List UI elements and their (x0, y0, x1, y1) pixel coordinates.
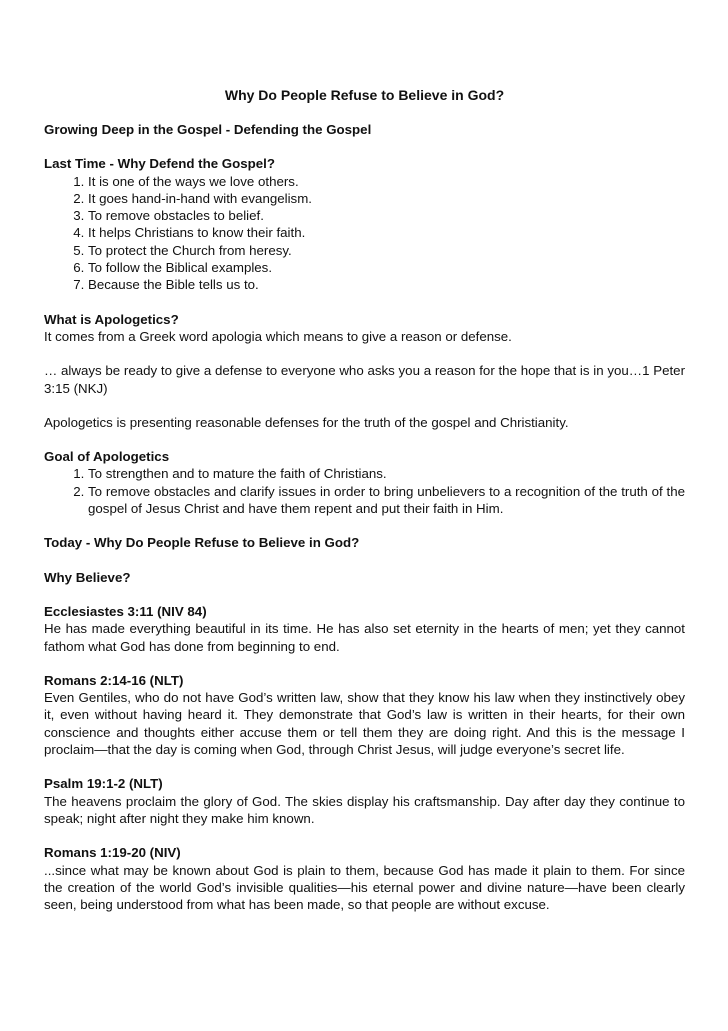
list-item: 2. To remove obstacles and clarify issues in order to bring unbelievers to a recognition of the truth of the gospel of Jesus Christ and have them repent and put their faith in Him. (88, 483, 685, 518)
last-time-list (44, 173, 685, 294)
passage-reference: Psalm 19:1-2 (NLT) (44, 776, 163, 792)
why-believe-heading: Why Believe? (44, 569, 131, 585)
page-title: Why Do People Refuse to Believe in God? (224, 87, 505, 103)
list-item: 2. It goes hand-in-hand with evangelism. (88, 190, 685, 207)
passage-text: He has made everything beautiful in its time. He has also set eternity in the hearts of men; yet they cannot fathom what God has done from beginning to end. (44, 621, 685, 654)
list-item: 5. To protect the Church from heresy. (88, 242, 685, 259)
series-subtitle: Growing Deep in the Gospel - Defending the Gospel (44, 122, 372, 137)
passage-reference: Romans 1:19-20 (NIV) (44, 845, 181, 861)
list-item: 1. It is one of the ways we love others. (88, 173, 685, 190)
apologetics-summary: Apologetics is presenting reasonable defenses for the truth of the gospel and Christianity. (44, 414, 569, 430)
apologetics-definition: It comes from a Greek word apologia which means to give a reason or defense. (44, 328, 512, 344)
passage-text: ...since what may be known about God is plain to them, because God has made it plain to them. For since the creation of the world God’s invisible qualities—his eternal power and divine nature—have been clearly seen, being understood from what has been made, so that people are without excuse. (44, 862, 685, 913)
document-body (44, 86, 685, 913)
today-heading: Today - Why Do People Refuse to Believe in God? (44, 535, 360, 551)
list-item: 4. It helps Christians to know their faith. (88, 224, 685, 241)
goal-list (44, 465, 685, 517)
list-item: 7. Because the Bible tells us to. (88, 276, 685, 293)
apologetics-heading: What is Apologetics? (44, 311, 179, 327)
passage-reference: Ecclesiastes 3:11 (NIV 84) (44, 603, 207, 619)
list-item: 1. To strengthen and to mature the faith of Christians. (88, 465, 685, 482)
passage-reference: Romans 2:14-16 (NLT) (44, 672, 184, 688)
passage-text: The heavens proclaim the glory of God. The skies display his craftsmanship. Day after day they continue to speak; night after night they make him known. (44, 793, 685, 826)
last-time-heading: Last Time - Why Defend the Gospel? (44, 156, 276, 172)
goal-heading: Goal of Apologetics (44, 449, 170, 465)
passage-text: Even Gentiles, who do not have God’s written law, show that they know his law when they instinctively obey it, even without having heard it. They demonstrate that God’s law is written in their hearts, for their own conscience and thoughts either accuse them or tell them they are doing right. And this is the message I proclaim—that the day is coming when God, through Christ Jesus, will judge everyone’s secret life. (44, 690, 685, 758)
list-item: 3. To remove obstacles to belief. (88, 207, 685, 224)
list-item: 6. To follow the Biblical examples. (88, 259, 685, 276)
scripture-quote: … always be ready to give a defense to everyone who asks you a reason for the hope that is in you…1 Peter 3:15 (NKJ) (44, 363, 685, 396)
